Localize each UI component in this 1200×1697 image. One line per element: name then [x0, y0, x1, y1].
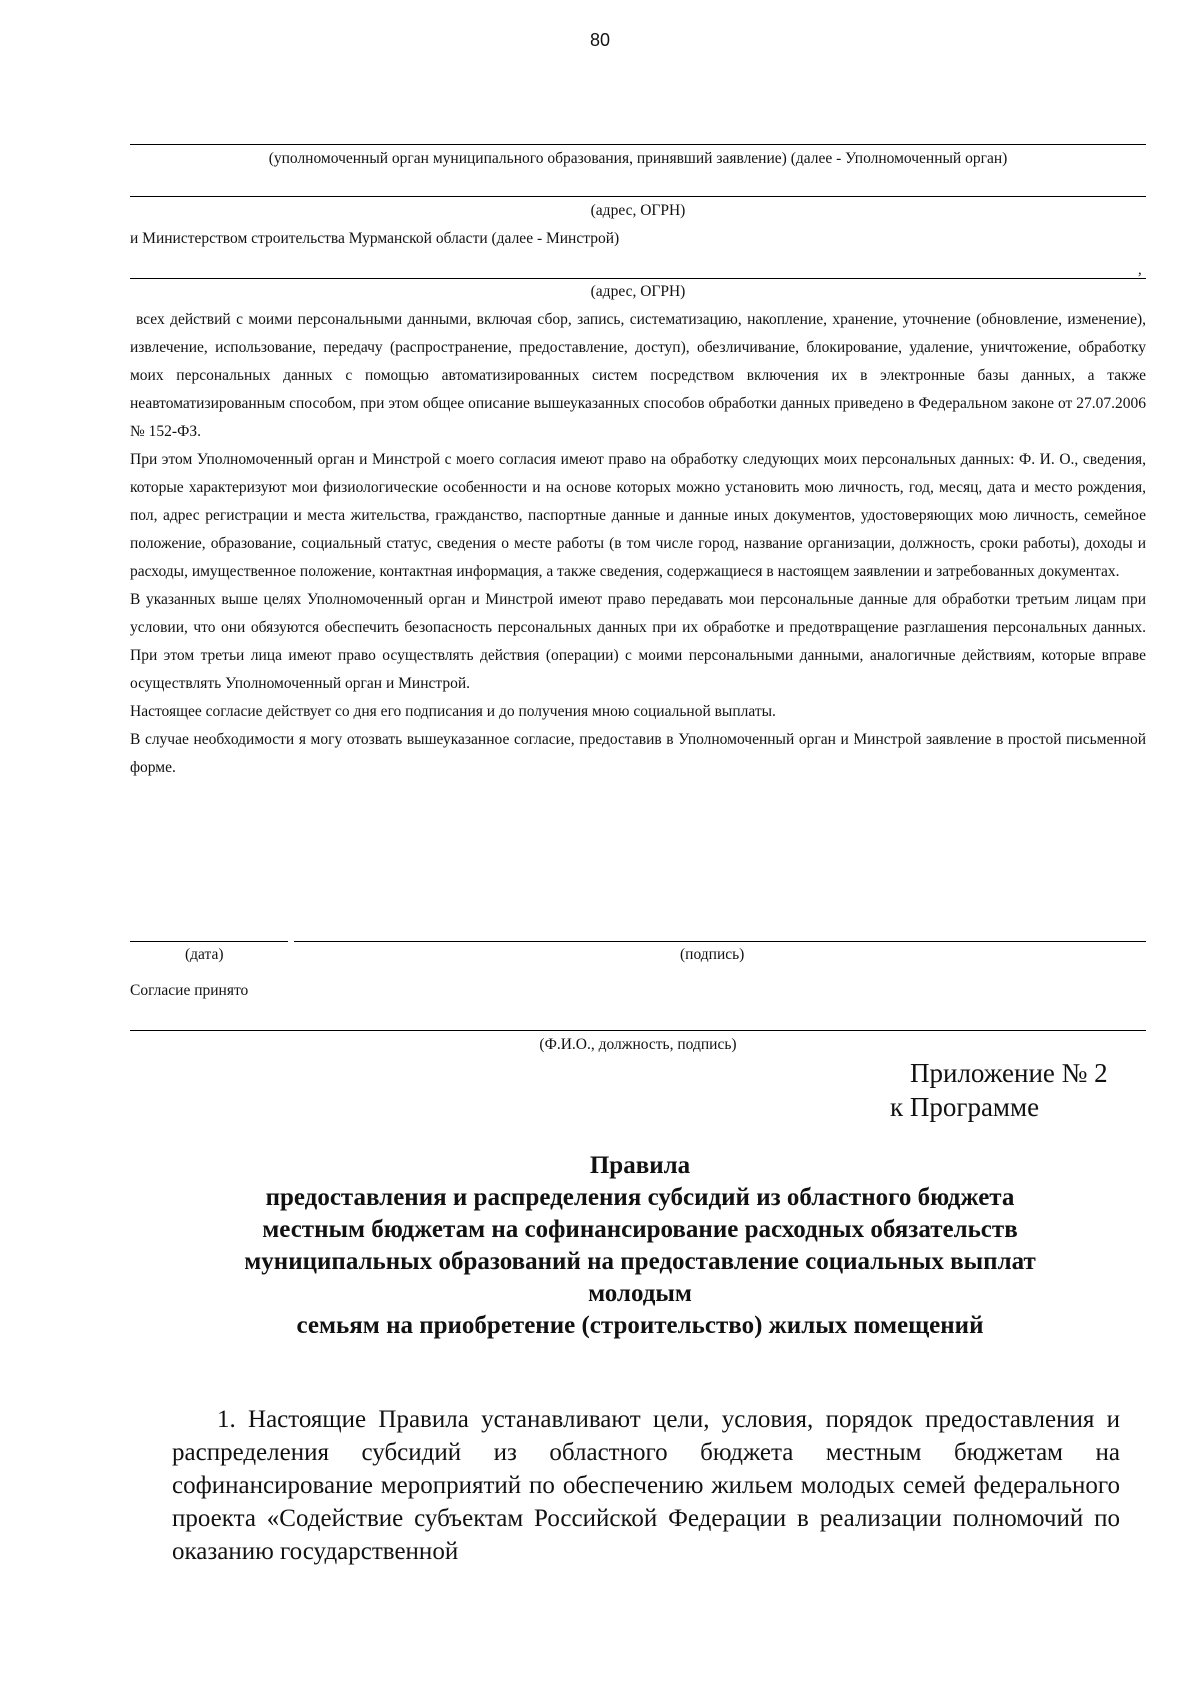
consent-paragraph-4: Настоящее согласие действует со дня его подписания и до получения мною социальной выплаты. — [130, 703, 776, 720]
consent-paragraph-5: В случае необходимости я могу отозвать вышеуказанное согласие, предоставив в Уполномоченный орган и Минстрой заявление в простой письменной форме. — [130, 731, 1146, 776]
address-line-1 — [130, 196, 1146, 197]
date-caption: (дата) — [185, 946, 224, 963]
address-line-2 — [130, 278, 1146, 279]
address-caption-1: (адрес, ОГРН) — [590, 202, 686, 219]
fio-line — [130, 1030, 1146, 1031]
appendix-number: Приложение № 2 — [910, 1058, 1108, 1088]
signature-line — [294, 941, 1146, 942]
organ-caption: (уполномоченный орган муниципального образования, принявший заявление) (далее - Уполномоченный орган) — [268, 150, 1008, 167]
ministry-line: и Министерством строительства Мурманской области (далее - Минстрой) — [130, 230, 620, 247]
fio-caption: (Ф.И.О., должность, подпись) — [539, 1036, 737, 1053]
page-number: 80 — [589, 30, 611, 50]
rules-title-line-5: молодым — [588, 1280, 692, 1307]
consent-body — [130, 306, 1146, 782]
rules-title-line-4: муниципальных образований на предоставление социальных выплат — [244, 1248, 1036, 1275]
address-caption-2: (адрес, ОГРН) — [590, 283, 686, 300]
consent-accepted-label: Согласие принято — [130, 982, 249, 999]
rules-title-line-3: местным бюджетам на софинансирование расходных обязательств — [262, 1216, 1018, 1243]
consent-paragraph-2: При этом Уполномоченный орган и Минстрой с моего согласия имеют право на обработку следующих моих персональных данных: Ф. И. О., сведения, которые характеризуют мои физиологические особенности и на основе которых можно установить мою личность, год, месяц, дата и место рождения, пол, адрес регистрации и места жительства, гражданство, паспортные данные и данные иных документов, удостоверяющих мою личность, семейное положение, образование, социальный статус, сведения о месте работы (в том числе город, название организации, должность, сроки работы), доходы и расходы, имущественное положение, контактная информация, а также сведения, содержащиеся в настоящем заявлении и затребованных документах. — [130, 451, 1146, 580]
line-comma: , — [1138, 262, 1142, 278]
signature-caption: (подпись) — [680, 946, 745, 963]
rules-title-line-6: семьям на приобретение (строительство) жилых помещений — [296, 1312, 984, 1339]
rules-title-line-2: предоставления и распределения субсидий из областного бюджета — [265, 1184, 1015, 1211]
rules-title — [130, 1150, 1150, 1342]
organ-line — [130, 144, 1146, 145]
clause-1: 1. Настоящие Правила устанавливают цели, условия, порядок предоставления и распределения субсидий из областного бюджета местным бюджетам на софинансирование мероприятий по обеспечению жильем молодых семей федерального проекта «Содействие субъектам Российской Федерации в реализации полномочий по оказанию государственной — [172, 1406, 1120, 1565]
consent-paragraph-3: В указанных выше целях Уполномоченный орган и Минстрой имеют право передавать мои персональные данные для обработки третьим лицам при условии, что они обязуются обеспечить безопасность персональных данных при их обработке и предотвращение разглашения персональных данных. При этом третьи лица имеют право осуществлять действия (операции) с моими персональными данными, аналогичные действиям, которые вправе осуществлять Уполномоченный орган и Минстрой. — [130, 591, 1146, 692]
rules-title-line-1: Правила — [589, 1152, 691, 1179]
consent-paragraph-1: всех действий с моими персональными данными, включая сбор, запись, систематизацию, накопление, хранение, уточнение (обновление, изменение), извлечение, использование, передачу (распространение, предоставление, доступ), обезличивание, блокирование, удаление, уничтожение, обработку моих персональных данных с помощью автоматизированных систем посредством включения их в электронные базы данных, а также неавтоматизированным способом, при этом общее описание вышеуказанных способов обработки данных приведено в Федеральном законе от 27.07.2006 № 152-ФЗ. — [130, 311, 1146, 440]
appendix-program: к Программе — [890, 1092, 1040, 1122]
date-line — [130, 941, 288, 942]
